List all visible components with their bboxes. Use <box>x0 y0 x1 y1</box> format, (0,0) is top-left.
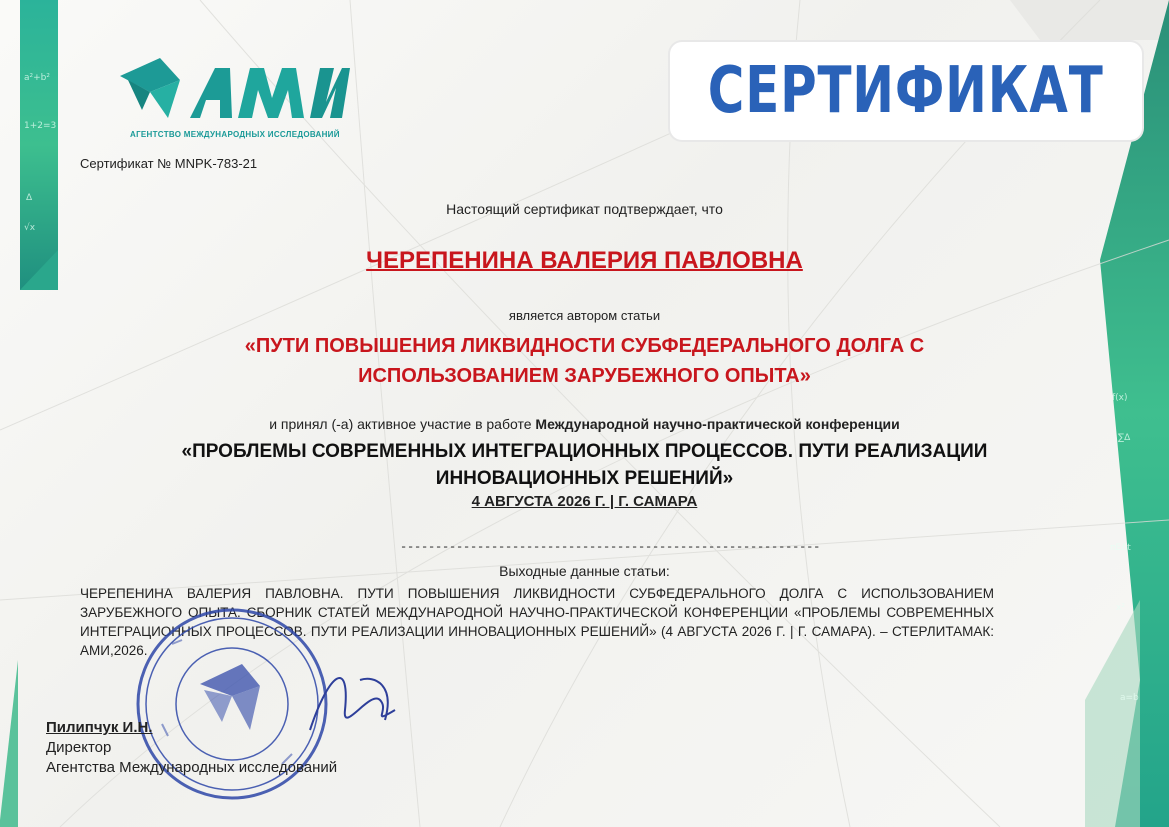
ami-logo <box>120 58 350 148</box>
divider-dashes: ------------------------------------------------------------ <box>400 540 821 554</box>
certificate-title-box <box>670 42 1142 140</box>
article-title <box>0 331 1169 391</box>
svg-text:∑Δ: ∑Δ <box>1118 433 1131 443</box>
participation-prefix: и принял (-а) активное участие в работе <box>269 416 536 432</box>
conference-title-line-1: «ПРОБЛЕМЫ СОВРЕМЕННЫХ ИНТЕГРАЦИОННЫХ ПРОЦЕССОВ. ПУТИ РЕАЛИЗАЦИИ <box>181 441 988 462</box>
svg-text:Δ: Δ <box>26 193 33 203</box>
conference-date-place: 4 АВГУСТА 2026 Г. | Г. САМАРА <box>471 493 698 510</box>
svg-text:a=b: a=b <box>1120 693 1139 703</box>
signatory-organization: Агентства Международных исследований <box>46 759 338 776</box>
certificate-title: СЕРТИФИКАТ <box>708 54 1104 128</box>
signatory-position: Директор <box>46 739 112 756</box>
logo-subtitle: АГЕНТСТВО МЕЖДУНАРОДНЫХ ИССЛЕДОВАНИЙ <box>130 130 340 139</box>
svg-text:πEΔt: πEΔt <box>1110 543 1131 553</box>
svg-text:x²: x² <box>1116 603 1125 613</box>
ami-logo-mark <box>120 58 350 130</box>
svg-text:√x: √x <box>24 223 36 233</box>
article-title-line-1: «ПУТИ ПОВЫШЕНИЯ ЛИКВИДНОСТИ СУБФЕДЕРАЛЬНОГО ДОЛГА С <box>244 335 925 357</box>
svg-text:a²+b²: a²+b² <box>24 73 50 83</box>
svg-text:1+2=3: 1+2=3 <box>24 121 57 131</box>
conference-title-line-2: ИННОВАЦИОННЫХ РЕШЕНИЙ» <box>435 468 734 489</box>
output-data-label: Выходные данные статьи: <box>499 563 670 579</box>
output-data-text: ЧЕРЕПЕНИНА ВАЛЕРИЯ ПАВЛОВНА. ПУТИ ПОВЫШЕНИЯ ЛИКВИДНОСТИ СУБФЕДЕРАЛЬНОГО ДОЛГА С ИСПОЛЬЗОВАНИЕМ ЗАРУБЕЖНОГО ОПЫТА. СБОРНИК СТАТЕЙ МЕЖДУНАРОДНОЙ НАУЧНО-ПРАКТИЧЕСКОЙ КОНФЕРЕНЦИИ «ПРОБЛЕМЫ СОВРЕМЕННЫХ ИНТЕГРАЦИОННЫХ ПРОЦЕССОВ. ПУТИ РЕАЛИЗАЦИИ ИННОВАЦИОННЫХ РЕШЕНИЙ» (4 АВГУСТА 2026 Г. | Г. САМАРА). – СТЕРЛИТАМАК: АМИ,2026. <box>80 586 994 658</box>
participation-text <box>0 416 1169 432</box>
signatory-name: Пилипчук И.Н. <box>46 719 153 736</box>
conference-title <box>0 438 1169 492</box>
author-text: является автором статьи <box>508 308 661 323</box>
conference-type: Международной научно-практической конференции <box>535 416 900 432</box>
signatory-block <box>46 718 337 778</box>
article-title-line-2: ИСПОЛЬЗОВАНИЕМ ЗАРУБЕЖНОГО ОПЫТА» <box>358 365 811 387</box>
svg-text:f(x): f(x) <box>1112 393 1128 403</box>
recipient-name: ЧЕРЕПЕНИНА ВАЛЕРИЯ ПАВЛОВНА <box>366 247 803 274</box>
certificate-number: Сертификат № MNPK-783-21 <box>80 156 258 171</box>
confirmation-text: Настоящий сертификат подтверждает, что <box>446 201 723 217</box>
